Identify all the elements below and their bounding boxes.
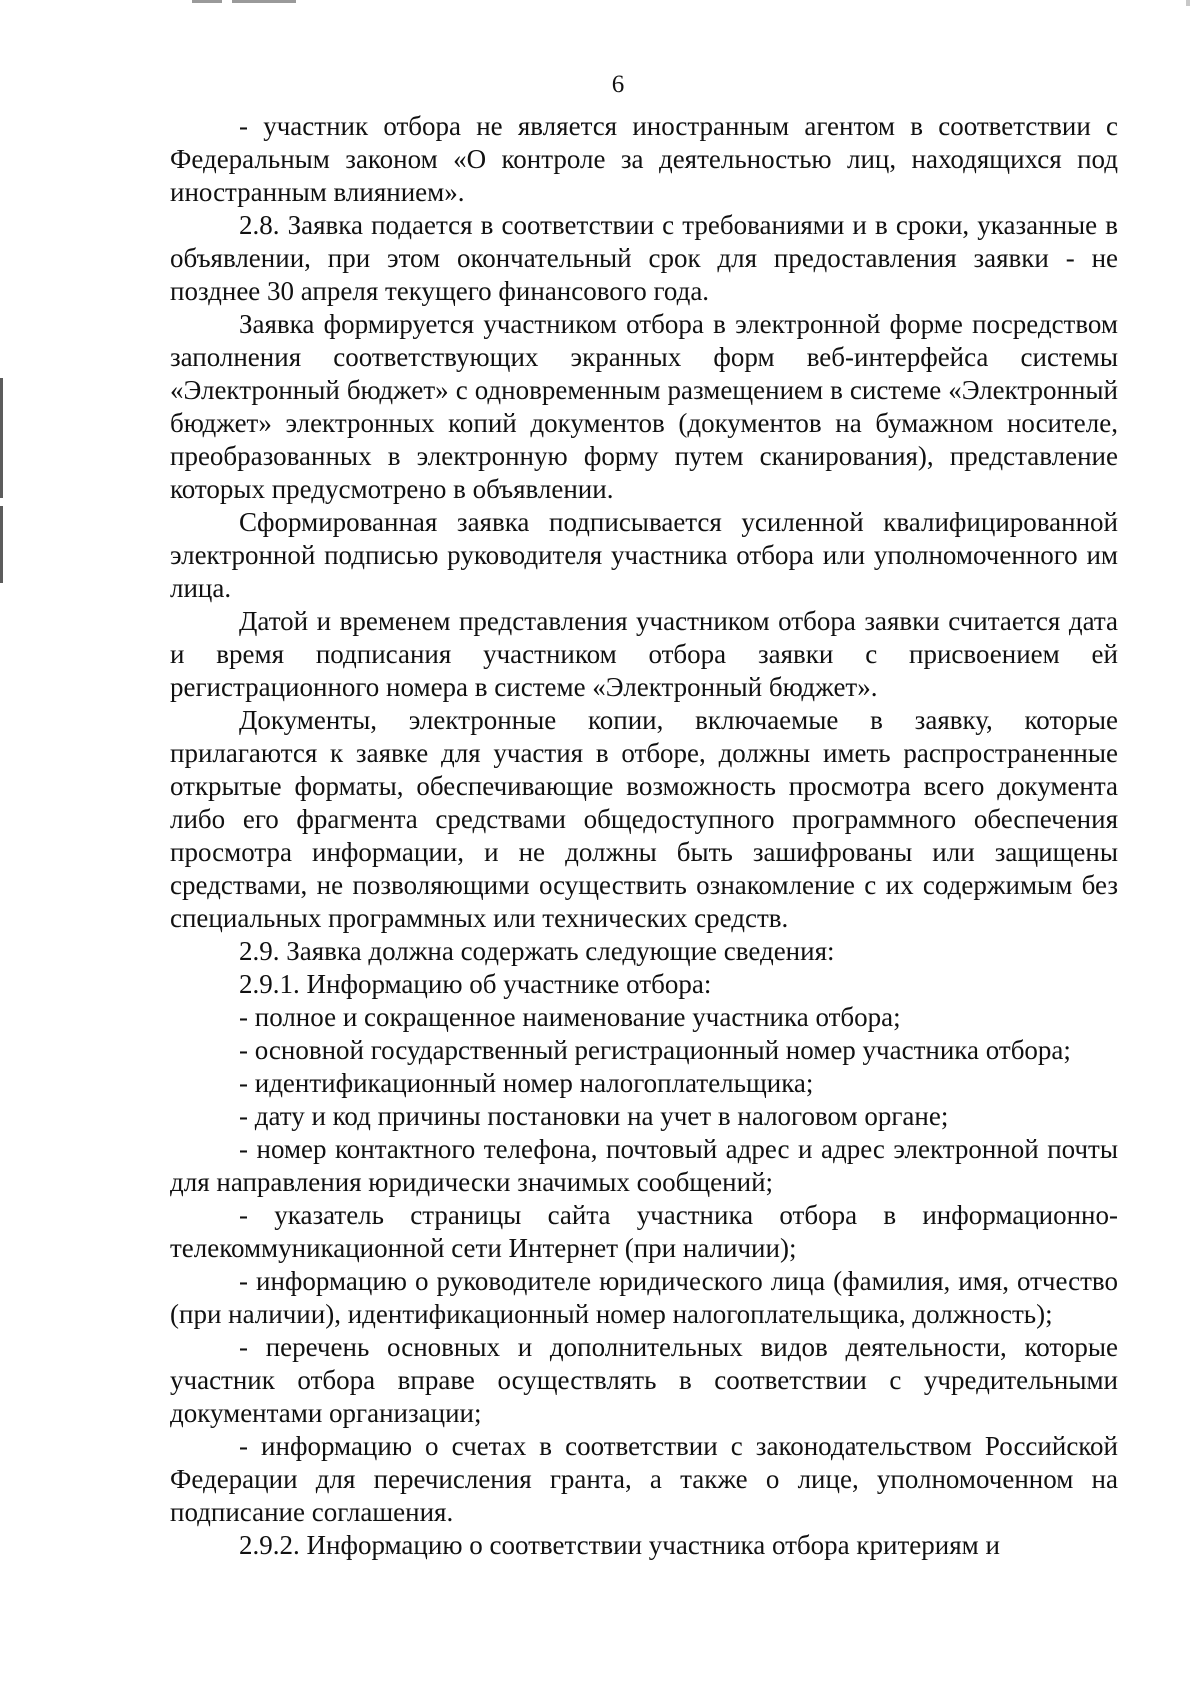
scan-artifact-left-edge xyxy=(0,378,3,583)
list-item-tax-registration: - дату и код причины постановки на учет в налоговом органе; xyxy=(239,1101,949,1131)
paragraph-2-9: 2.9. Заявка должна содержать следующие сведения: xyxy=(239,936,835,966)
list-item-contacts: - номер контактного телефона, почтовый адрес и адрес электронной почты для направления юридически значимых сообщений; xyxy=(170,1134,1118,1197)
list-item-ogrn: - основной государственный регистрационный номер участника отбора; xyxy=(239,1035,1071,1065)
paragraph-document-formats: Документы, электронные копии, включаемые в заявку, которые прилагаются к заявке для участия в отборе, должны иметь распространенные открытые форматы, обеспечивающие возможность просмотра всего документа либо его фрагмента средствами общедоступного программного обеспечения просмотра информации, и не должны быть зашифрованы или защищены средствами, не позволяющими осуществить ознакомление с их содержимым без специальных программных или технических средств. xyxy=(170,705,1118,933)
paragraph-2-9-2: 2.9.2. Информацию о соответствии участника отбора критериям и xyxy=(239,1530,1000,1560)
list-item-head-info: - информацию о руководителе юридического лица (фамилия, имя, отчество (при наличии), идентификационный номер налогоплательщика, должность); xyxy=(170,1266,1118,1329)
list-item-inn: - идентификационный номер налогоплательщика; xyxy=(239,1068,814,1098)
paragraph-foreign-agent: - участник отбора не является иностранным агентом в соответствии с Федеральным законом «О контроле за деятельностью лиц, находящихся под иностранным влиянием». xyxy=(170,111,1118,207)
paragraph-2-9-1: 2.9.1. Информацию об участнике отбора: xyxy=(239,969,712,999)
list-item-website: - указатель страницы сайта участника отбора в информационно-телекоммуникационной сети Интернет (при наличии); xyxy=(170,1200,1118,1263)
list-item-accounts: - информацию о счетах в соответствии с законодательством Российской Федерации для перечисления гранта, а также о лице, уполномоченном на подписание соглашения. xyxy=(170,1431,1118,1527)
scan-artifact-top xyxy=(192,0,296,3)
list-item-full-name: - полное и сокращенное наименование участника отбора; xyxy=(239,1002,901,1032)
paragraph-submission-date: Датой и временем представления участником отбора заявки считается дата и время подписания участником отбора заявки с присвоением ей регистрационного номера в системе «Электронный бюджет». xyxy=(170,606,1118,702)
list-item-activities: - перечень основных и дополнительных видов деятельности, которые участник отбора вправе осуществлять в соответствии с учредительными документами организации; xyxy=(170,1332,1118,1428)
paragraph-2-8: 2.8. Заявка подается в соответствии с требованиями и в сроки, указанные в объявлении, при этом окончательный срок для предоставления заявки - не позднее 30 апреля текущего финансового года. xyxy=(170,210,1118,306)
page-number: 6 xyxy=(611,71,625,98)
paragraph-application-form: Заявка формируется участником отбора в электронной форме посредством заполнения соответствующих экранных форм веб-интерфейса системы «Электронный бюджет» с одновременным размещением в системе «Электронный бюджет» электронных копий документов (документов на бумажном носителе, преобразованных в электронную форму путем сканирования), представление которых предусмотрено в объявлении. xyxy=(170,309,1118,504)
document-body xyxy=(170,110,1118,1562)
paragraph-signature: Сформированная заявка подписывается усиленной квалифицированной электронной подписью руководителя участника отбора или уполномоченного им лица. xyxy=(170,507,1118,603)
scan-artifact-corner xyxy=(1186,0,1190,6)
